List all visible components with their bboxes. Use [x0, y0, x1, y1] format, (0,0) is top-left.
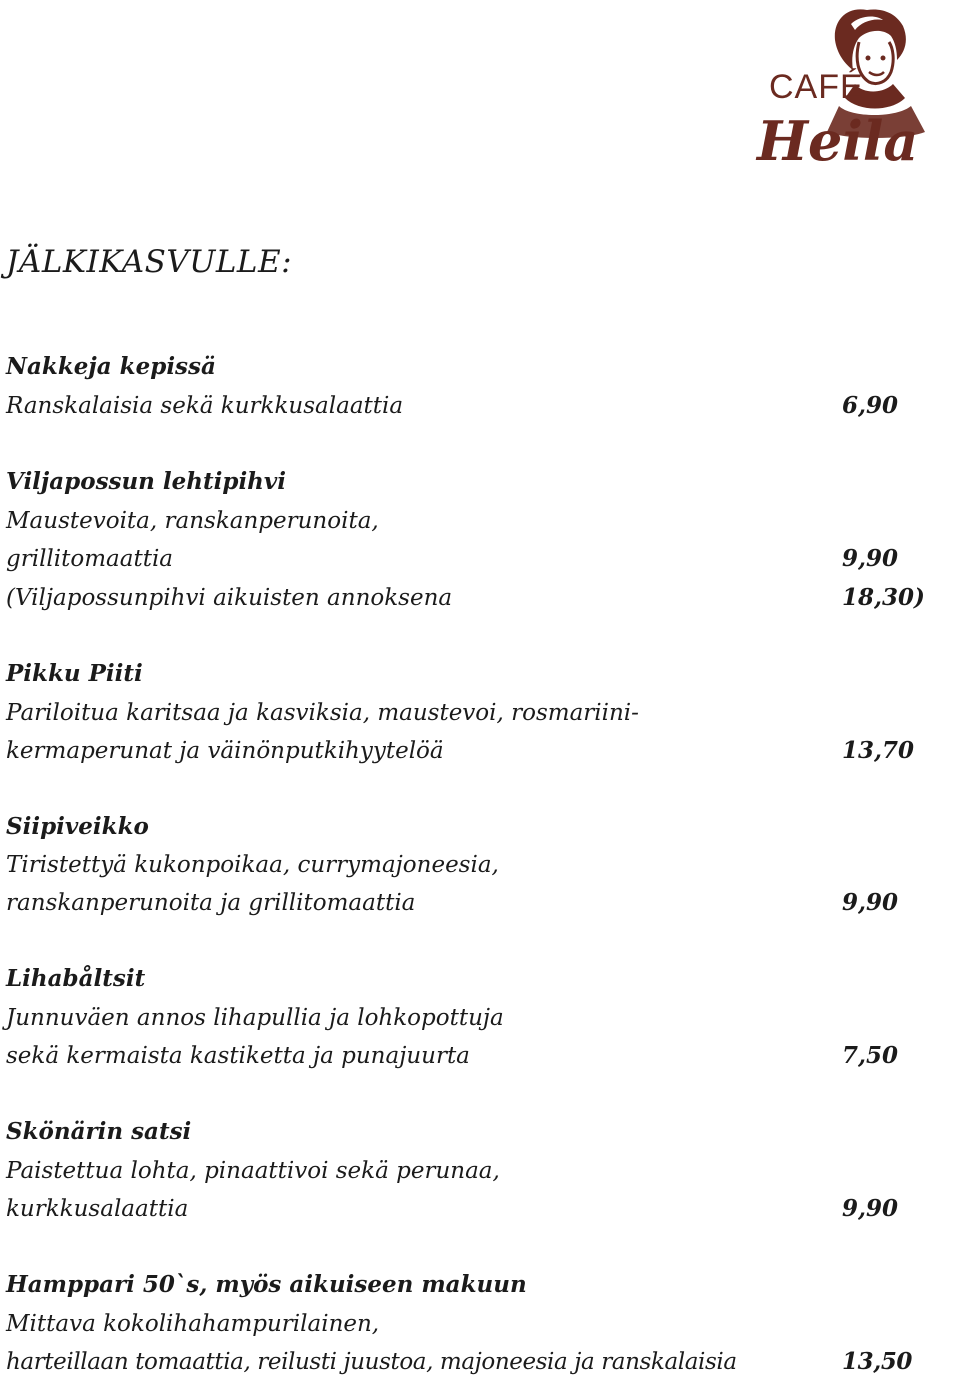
menu-item-line — [6, 1040, 960, 1072]
menu-item-description: Maustevoita, ranskanperunoita, — [6, 508, 379, 534]
menu-item-description: Pariloitua karitsaa ja kasviksia, maustevoi, rosmariini- — [6, 700, 639, 726]
menu-item-description: ranskanperunoita ja grillitomaattia — [6, 890, 416, 916]
menu-item-price: 6,90 — [842, 392, 899, 419]
menu-item-name: Nakkeja kepissä — [6, 353, 216, 380]
logo-heila-text: Heila — [757, 109, 919, 173]
menu-item-line — [6, 390, 960, 422]
menu-item-description: kermaperunat ja väinönputkihyytelöä — [6, 738, 444, 764]
menu-item-line — [6, 1193, 960, 1225]
menu-item-price: 13,50 — [842, 1348, 913, 1375]
menu-item-price: 13,70 — [842, 737, 915, 764]
menu-item-name: Skönärin satsi — [6, 1118, 192, 1145]
menu-item-price: 9,90 — [842, 1195, 899, 1222]
menu-item-price: 7,50 — [842, 1042, 899, 1069]
menu-item-line — [6, 582, 960, 614]
menu-item-line — [6, 887, 960, 919]
logo-cafe-text: CAFÉ — [769, 68, 864, 106]
menu-item-description: Tiristettyä kukonpoikaa, currymajoneesia, — [6, 852, 499, 878]
menu-item-description: Paistettua lohta, pinaattivoi sekä perunaa, — [6, 1158, 500, 1184]
menu-item-name: Siipiveikko — [6, 813, 149, 840]
menu-item-line — [6, 1346, 960, 1378]
menu-item-price: 9,90 — [842, 889, 899, 916]
menu-item-description: harteillaan tomaattia, reilusti juustoa, majoneesia ja ranskalaisia — [6, 1349, 737, 1375]
menu-item-line — [6, 543, 960, 575]
menu-item-extra: (Viljapossunpihvi aikuisten annoksena — [6, 585, 453, 611]
menu-item-name: Lihabåltsit — [6, 965, 146, 992]
menu-item-description: sekä kermaista kastiketta ja punajuurta — [6, 1043, 470, 1069]
menu-item-name: Viljapossun lehtipihvi — [6, 468, 287, 495]
menu-item-line — [6, 735, 960, 767]
menu-item-description: grillitomaattia — [6, 546, 174, 572]
menu-item-description: Mittava kokolihahampurilainen, — [6, 1311, 380, 1337]
menu-item-description: Ranskalaisia sekä kurkkusalaattia — [6, 393, 404, 419]
menu-item-extra-price: 18,30) — [842, 584, 925, 611]
menu-heading: JÄLKIKASVULLE: — [6, 244, 293, 280]
menu-item-description: kurkkusalaattia — [6, 1196, 189, 1222]
menu-item-name: Hamppari 50`s, myös aikuiseen makuun — [6, 1271, 527, 1298]
menu-item-description: Junnuväen annos lihapullia ja lohkopottuja — [6, 1005, 504, 1031]
cafe-heila-logo — [755, 2, 935, 202]
menu-item-price: 9,90 — [842, 545, 899, 572]
menu-item-name: Pikku Piiti — [6, 660, 143, 687]
